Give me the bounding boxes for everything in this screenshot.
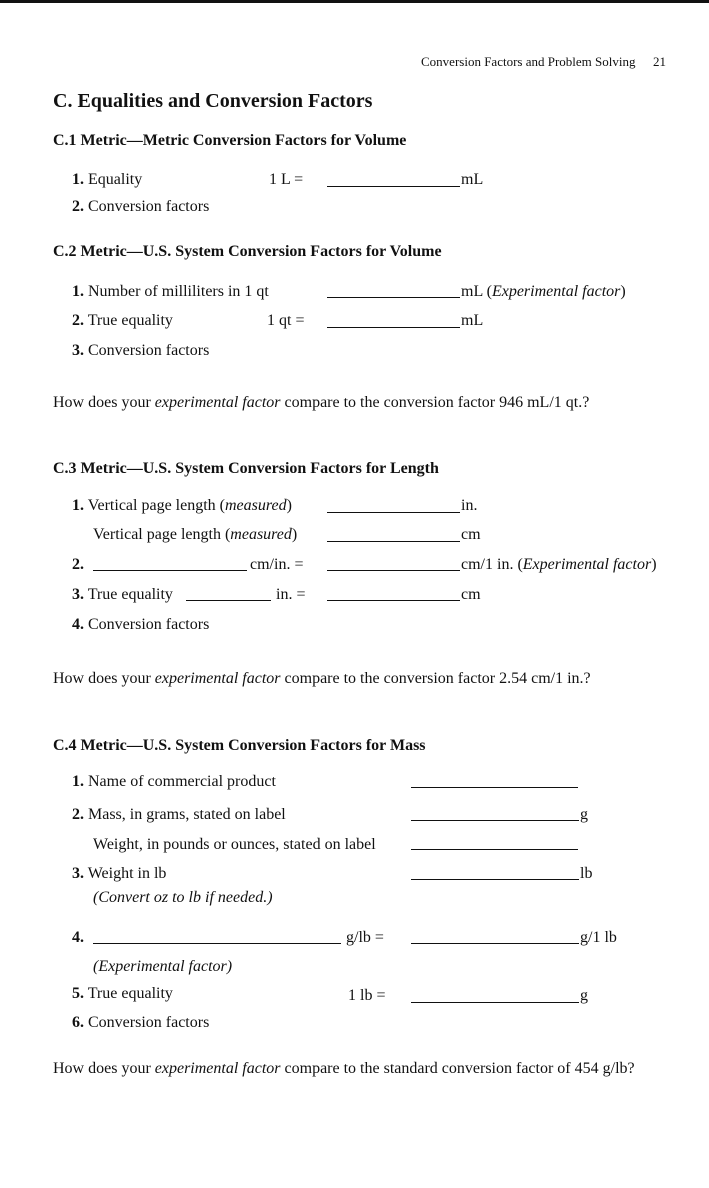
c4-item3-unit: lb — [580, 865, 593, 882]
c3-item3 — [72, 586, 173, 604]
c4-item3-label: Weight in lb — [87, 865, 167, 882]
c4-item5-equals: 1 lb = — [348, 987, 386, 1004]
c3-item3-num: 3. — [72, 586, 84, 603]
c4-item5-unit: g — [580, 987, 588, 1004]
c3-item3-label: True equality — [87, 586, 173, 603]
c4-item2b-label: Weight, in pounds or ounces, stated on label — [93, 836, 376, 853]
c4-question-pre: How does your — [53, 1060, 155, 1077]
c4-item2 — [72, 806, 286, 824]
c3-item1b-blank[interactable] — [327, 541, 460, 542]
page-top-rule — [0, 0, 709, 3]
c3-item1-blank[interactable] — [327, 512, 460, 513]
c3-item4-num: 4. — [72, 616, 84, 633]
c3-item2-num: 2. — [72, 556, 84, 573]
c3-item1-label: Vertical page length ( — [87, 497, 225, 514]
c3-item4 — [72, 616, 209, 634]
c3-item1b-label: Vertical page length ( — [93, 526, 231, 543]
c4-item1 — [72, 773, 276, 791]
c2-item2-label: True equality — [87, 312, 173, 329]
c4-item5 — [72, 985, 173, 1003]
c4-item6-num: 6. — [72, 1014, 84, 1031]
c3-item1-close: ) — [286, 497, 292, 514]
c2-item1-close: ) — [620, 283, 626, 300]
c1-item1-equals: 1 L = — [269, 171, 304, 188]
c4-item2-label: Mass, in grams, stated on label — [88, 806, 286, 823]
c1-item1-blank[interactable] — [327, 186, 460, 187]
c4-item5-num: 5. — [72, 985, 84, 1002]
c3-item2-note: Experimental factor — [522, 556, 652, 573]
c1-item1-unit: mL — [461, 171, 484, 188]
c2-item3-label: Conversion factors — [88, 342, 210, 359]
c4-item4-mid: g/lb = — [346, 929, 384, 946]
c3-item1-em: measured — [225, 497, 287, 514]
c2-item2-blank[interactable] — [327, 327, 460, 328]
c4-item2-unit: g — [580, 806, 588, 823]
running-header: Conversion Factors and Problem Solving — [421, 54, 636, 69]
c3-title: C.3 Metric—U.S. System Conversion Factors for Length — [53, 460, 439, 477]
section-title: C. Equalities and Conversion Factors — [53, 90, 373, 112]
c4-item4-note: (Experimental factor) — [93, 958, 233, 975]
c2-item3-num: 3. — [72, 342, 84, 359]
c3-item1b-unit: cm — [461, 526, 481, 543]
c1-item2-label: Conversion factors — [88, 198, 210, 215]
c4-item2b-blank[interactable] — [411, 849, 578, 850]
c3-item1b-close: ) — [291, 526, 298, 543]
c3-item4-label: Conversion factors — [88, 616, 210, 633]
c4-item1-label: Name of commercial product — [88, 773, 276, 790]
c3-item2-blank-b[interactable] — [327, 570, 460, 571]
c1-item2-num: 2. — [72, 198, 84, 215]
c1-item2 — [72, 198, 209, 216]
c3-item1-num: 1. — [72, 497, 84, 514]
c4-item4-unit: g/1 lb — [580, 929, 617, 946]
c4-item2-num: 2. — [72, 806, 84, 823]
c3-item2-unit-text: cm/1 in. ( — [461, 556, 523, 573]
c2-item1-note: Experimental factor — [491, 283, 621, 300]
c4-item1-blank[interactable] — [411, 787, 578, 788]
c1-item1-num: 1. — [72, 171, 84, 188]
c2-item1-num: 1. — [72, 283, 84, 300]
c4-item2-blank[interactable] — [411, 820, 579, 821]
c3-question — [53, 670, 591, 688]
c1-title: C.1 Metric—Metric Conversion Factors for Volume — [53, 132, 407, 149]
c3-item3-blank-a[interactable] — [186, 600, 271, 601]
c2-title: C.2 Metric—U.S. System Conversion Factors for Volume — [53, 243, 442, 260]
c3-question-pre: How does your — [53, 670, 155, 687]
c3-item1-unit: in. — [461, 497, 478, 514]
c3-item2-unit — [461, 556, 657, 574]
c4-item6-label: Conversion factors — [88, 1014, 210, 1031]
c2-item2-equals: 1 qt = — [267, 312, 305, 329]
c3-item3-unit: cm — [461, 586, 481, 603]
c4-question-em: experimental factor — [154, 1060, 281, 1077]
c2-item1-unit-text: mL ( — [461, 283, 492, 300]
c1-item1-label: Equality — [88, 171, 143, 188]
c1-item1 — [72, 171, 142, 189]
c3-item3-mid: in. = — [276, 586, 306, 603]
c2-question-em: experimental factor — [154, 394, 281, 411]
c4-item3 — [72, 865, 166, 883]
c2-item1-blank[interactable] — [327, 297, 460, 298]
c2-item2-num: 2. — [72, 312, 84, 329]
c4-title: C.4 Metric—U.S. System Conversion Factors for Mass — [53, 737, 426, 754]
c3-item2-close: ) — [651, 556, 657, 573]
c3-item2-blank-a[interactable] — [93, 570, 247, 571]
c2-question-pre: How does your — [53, 394, 155, 411]
page-number: 21 — [653, 54, 666, 69]
c4-item3-blank[interactable] — [411, 879, 579, 880]
c4-item1-num: 1. — [72, 773, 84, 790]
c4-item3-num: 3. — [72, 865, 84, 882]
c2-item2-unit: mL — [461, 312, 484, 329]
c4-item5-blank[interactable] — [411, 1002, 579, 1003]
c4-item4-blank-b[interactable] — [411, 943, 579, 944]
c3-item1b-em: measured — [230, 526, 292, 543]
c4-item6 — [72, 1014, 209, 1032]
c4-question-post: compare to the standard conversion factor of 454 g/lb? — [280, 1060, 635, 1077]
c3-item2-mid: cm/in. = — [250, 556, 304, 573]
c2-question — [53, 394, 589, 412]
c2-item1-label: Number of milliliters in 1 qt — [88, 283, 269, 300]
c4-question — [53, 1060, 635, 1078]
c4-item5-label: True equality — [87, 985, 173, 1002]
c2-item1-unit — [461, 283, 626, 301]
c3-item1b — [93, 526, 297, 544]
c2-item1 — [72, 283, 269, 301]
c3-item1 — [72, 497, 292, 515]
c4-item4-num: 4. — [72, 929, 84, 946]
c2-question-post: compare to the conversion factor 946 mL/1 qt.? — [280, 394, 590, 411]
c3-question-post: compare to the conversion factor 2.54 cm/1 in.? — [280, 670, 591, 687]
c4-item3-note: (Convert oz to lb if needed.) — [93, 889, 273, 906]
c3-item3-blank-b[interactable] — [327, 600, 460, 601]
c2-item3 — [72, 342, 209, 360]
c2-item2 — [72, 312, 173, 330]
c3-question-em: experimental factor — [154, 670, 281, 687]
c4-item4-blank-a[interactable] — [93, 943, 341, 944]
